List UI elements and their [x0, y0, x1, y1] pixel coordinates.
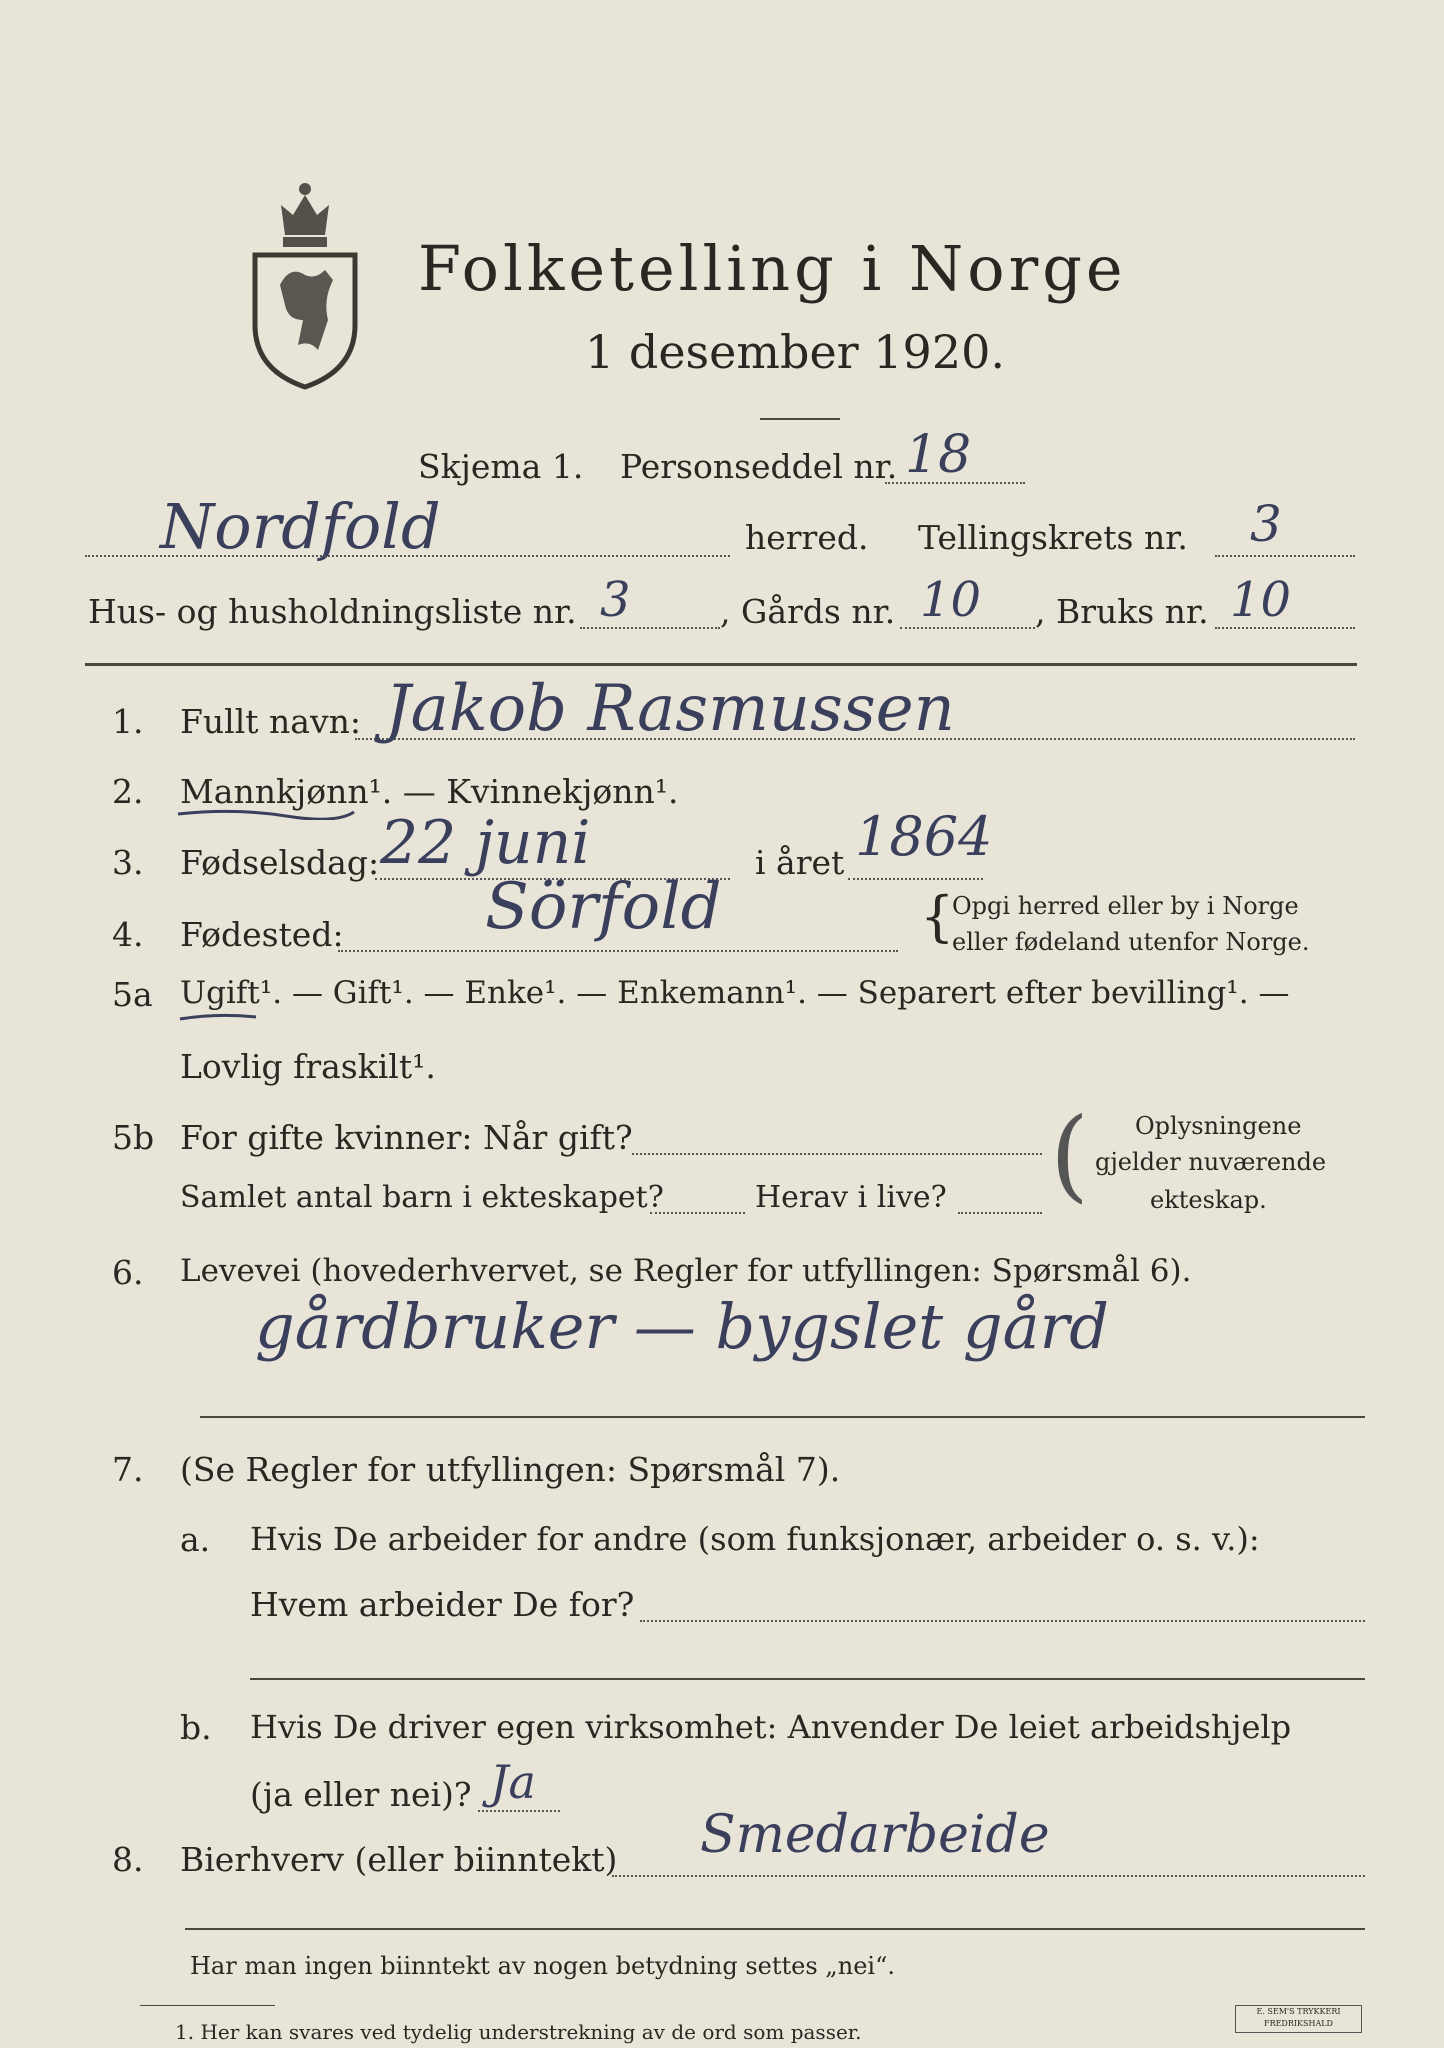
q5b-note-2: gjelder nuværende — [1095, 1148, 1327, 1176]
herred-value: Nordfold — [160, 490, 441, 563]
skjema-label: Skjema 1. — [418, 447, 584, 486]
title-divider — [760, 418, 840, 420]
printer-mark: E. SEM'S TRYKKERI FREDRIKSHALD — [1235, 2005, 1362, 2033]
personseddel-label: Personseddel nr. — [620, 447, 898, 486]
q7b-label-2: (ja eller nei)? — [250, 1775, 472, 1814]
tellingskrets-value: 3 — [1250, 495, 1282, 553]
q7a-line — [640, 1620, 1365, 1622]
footnote-divider — [140, 2005, 275, 2006]
q5a-underline-mark — [178, 1010, 258, 1024]
q4-value: Sörfold — [485, 870, 722, 944]
q3-number: 3. — [112, 843, 144, 882]
q5b-number: 5b — [112, 1118, 155, 1157]
bruks-value: 10 — [1230, 572, 1292, 628]
q7a-line-2 — [250, 1678, 1365, 1680]
q8-line-2 — [185, 1928, 1365, 1930]
q7b-label: Hvis De driver egen virksomhet: Anvender De leiet arbeidshjelp — [250, 1708, 1292, 1746]
q4-note-1: Opgi herred eller by i Norge — [952, 892, 1299, 920]
q7a-label-2: Hvem arbeider De for? — [250, 1585, 635, 1624]
q3-value: 22 juni — [380, 808, 591, 878]
q7-number: 7. — [112, 1450, 144, 1489]
gards-value: 10 — [920, 572, 982, 628]
q8-number: 8. — [112, 1840, 144, 1879]
form-title: Folketelling i Norge — [418, 232, 1127, 305]
q6-value: gårdbruker — bygslet gård — [255, 1290, 1109, 1363]
q5a-label: Ugift¹. — Gift¹. — Enke¹. — Enkemann¹. — Separert efter bevilling¹. — — [180, 975, 1290, 1011]
herred-label: herred. — [745, 518, 869, 557]
q5a-number: 5a — [112, 975, 153, 1014]
q5b-barn-line — [650, 1212, 745, 1214]
q2-label: Mannkjønn¹. — Kvinnekjønn¹. — [180, 772, 679, 811]
tellingskrets-line — [1215, 555, 1355, 557]
q5b-label-3: Herav i live? — [755, 1180, 947, 1215]
q6-number: 6. — [112, 1253, 144, 1292]
q4-note-2: eller fødeland utenfor Norge. — [952, 928, 1310, 956]
herred-line — [85, 555, 730, 557]
q6-line — [200, 1416, 1365, 1418]
q3-label: Fødselsdag: — [180, 843, 380, 882]
q5b-live-line — [958, 1212, 1042, 1214]
q8-value: Smedarbeide — [700, 1805, 1050, 1865]
q8-label: Bierhverv (eller biinntekt) — [180, 1840, 618, 1879]
census-date: 1 desember 1920. — [585, 325, 1005, 379]
q7-label: (Se Regler for utfyllingen: Spørsmål 7). — [180, 1450, 841, 1489]
q7b-line — [478, 1810, 560, 1812]
q8-line — [612, 1875, 1365, 1877]
q5b-label-2: Samlet antal barn i ekteskapet? — [180, 1180, 664, 1215]
hus-value: 3 — [600, 572, 631, 628]
q5b-note-3: ekteskap. — [1150, 1186, 1267, 1214]
q7a-letter: a. — [180, 1520, 211, 1559]
q7b-value: Ja — [490, 1755, 536, 1809]
q4-number: 4. — [112, 915, 144, 954]
q5b-label: For gifte kvinner: Når gift? — [180, 1118, 633, 1157]
q1-label: Fullt navn: — [180, 702, 361, 741]
q1-value: Jakob Rasmussen — [385, 672, 955, 746]
q4-line — [338, 950, 898, 952]
q7b-letter: b. — [180, 1708, 212, 1747]
footer-note: Har man ingen biinntekt av nogen betydning settes „nei“. — [190, 1952, 895, 1980]
q7a-label: Hvis De arbeider for andre (som funksjonær, arbeider o. s. v.): — [250, 1520, 1260, 1558]
q1-number: 1. — [112, 702, 144, 741]
gards-label: , Gårds nr. — [720, 592, 896, 631]
q3-year-value: 1864 — [855, 805, 993, 868]
q5b-note-brace: ( — [1050, 1096, 1090, 1213]
q3-year-label: i året — [755, 843, 845, 882]
q3-year-line — [848, 878, 983, 880]
tellingskrets-label: Tellingskrets nr. — [918, 518, 1188, 557]
norwegian-coat-of-arms-icon — [245, 175, 365, 390]
q2-underline-mark — [176, 806, 356, 820]
q5b-note-1: Oplysningene — [1135, 1112, 1302, 1140]
q4-note-brace: { — [920, 885, 955, 948]
q5b-gift-line — [632, 1153, 1042, 1155]
section-divider — [85, 663, 1357, 666]
hus-label: Hus- og husholdningsliste nr. — [88, 592, 577, 631]
bruks-label: , Bruks nr. — [1035, 592, 1209, 631]
q4-label: Fødested: — [180, 915, 344, 954]
footnote: 1. Her kan svares ved tydelig understrekning av de ord som passer. — [175, 2020, 862, 2044]
q6-label: Levevei (hovederhvervet, se Regler for utfyllingen: Spørsmål 6). — [180, 1253, 1192, 1289]
q5a-label-2: Lovlig fraskilt¹. — [180, 1047, 436, 1086]
q2-number: 2. — [112, 772, 144, 811]
personseddel-value: 18 — [905, 425, 972, 485]
